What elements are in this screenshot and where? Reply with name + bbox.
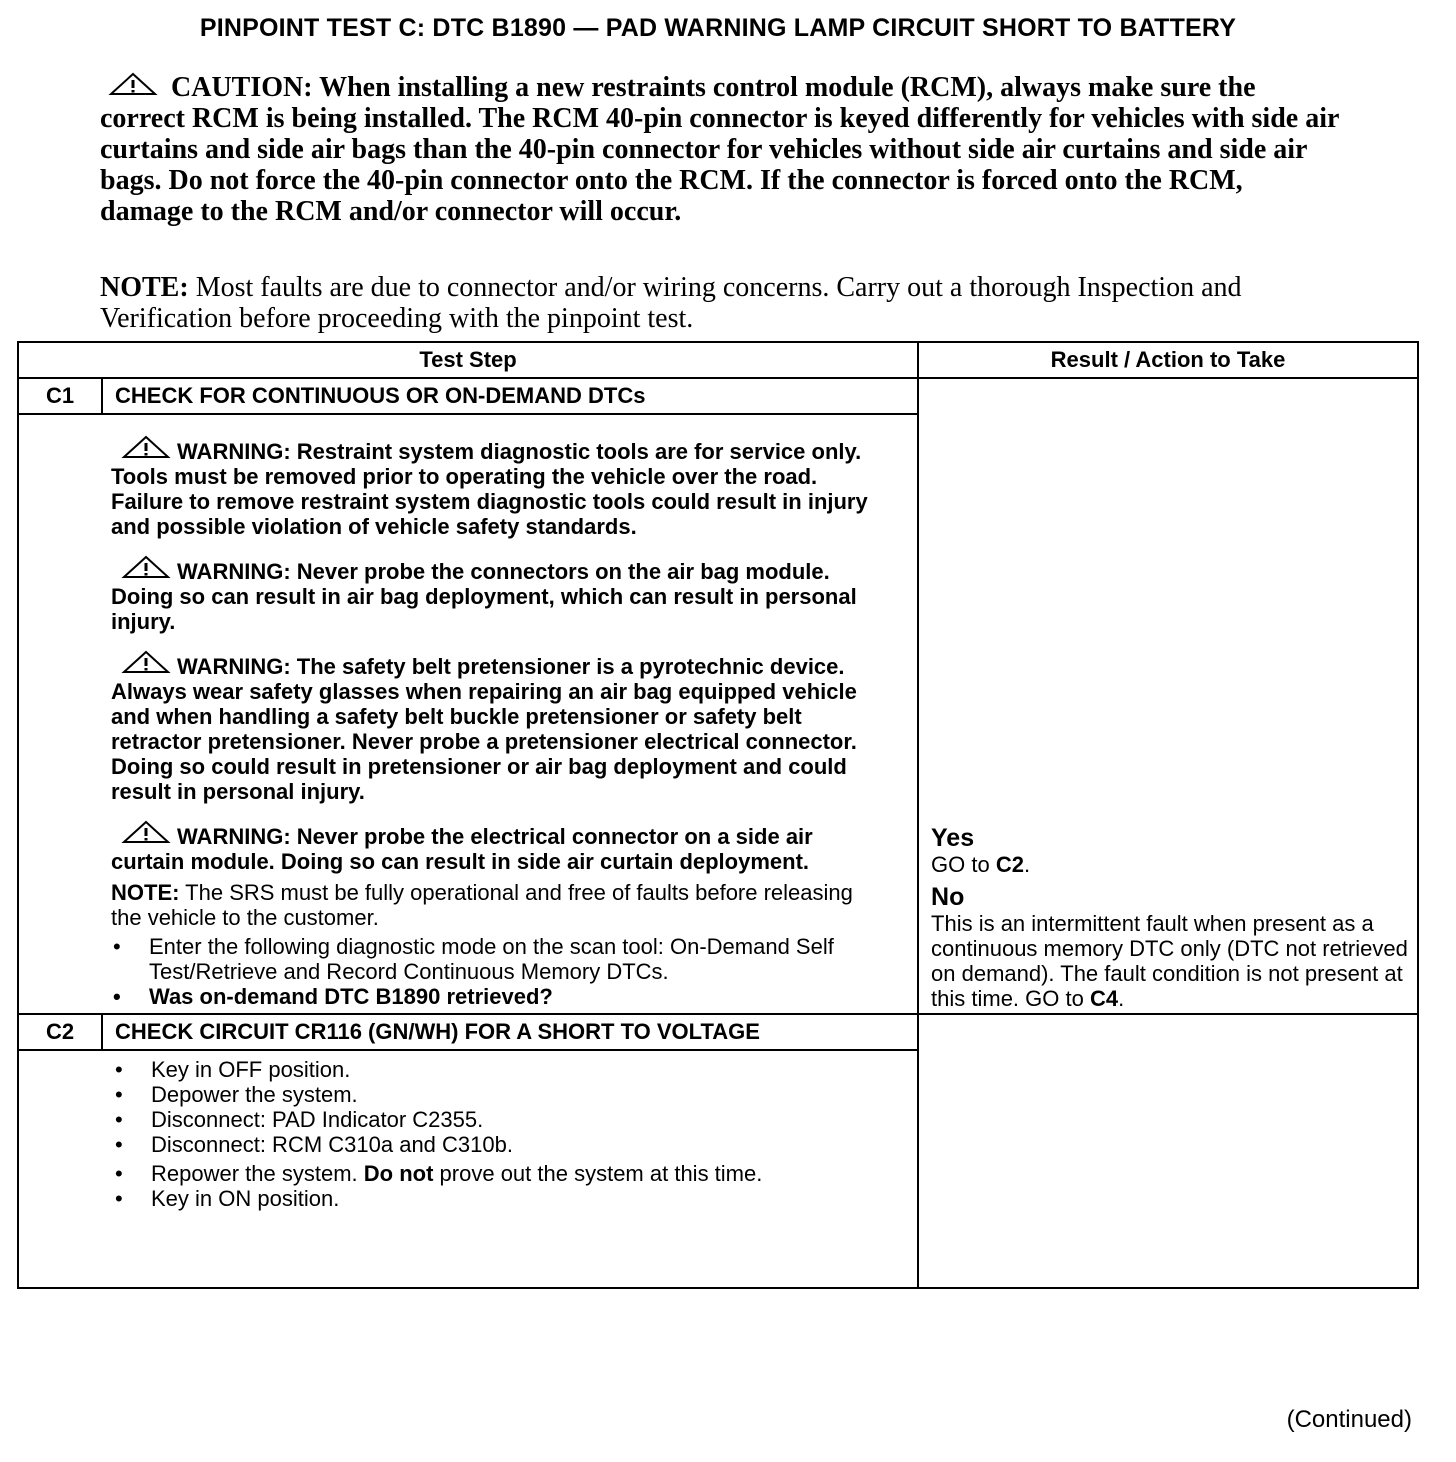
continued-label: (Continued): [1286, 1406, 1412, 1433]
step-id: C2: [18, 1014, 102, 1050]
warning-3: [111, 650, 877, 804]
warning-4: [111, 820, 877, 874]
list-item: • Disconnect: RCM C310a and C310b.: [113, 1132, 877, 1157]
step-note-label: NOTE:: [111, 880, 180, 905]
warning-triangle-icon: [121, 650, 171, 674]
warning-text: WARNING: Restraint system diagnostic tools are for service only. Tools must be removed prior to operating the vehicle over the road. Failure to remove restraint system diagnostic tools could result in injury and possible violation of vehicle safety standards.: [111, 439, 868, 539]
step-id: C1: [18, 378, 102, 414]
warning-1: [111, 435, 877, 539]
step-c1-bullets: [111, 934, 877, 1009]
result-no-target: C4: [1089, 986, 1119, 1011]
header-result: Result / Action to Take: [918, 342, 1418, 378]
list-item: • Key in OFF position.: [113, 1057, 877, 1082]
step-c2-body: [18, 1050, 918, 1288]
caution-block: [100, 72, 1340, 227]
caution-text: When installing a new restraints control module (RCM), always make sure the correct RCM is being installed. The RCM 40-pin connector is keyed differently for vehicles with side air curtains and side air bags than the 40-pin connector for vehicles without side air curtains and side air bags. Do not force the 40-pin connector onto the RCM. If the connector is forced onto the RCM, damage to the RCM and/or connector will occur.: [100, 72, 1339, 227]
note-text: Most faults are due to connector and/or wiring concerns. Carry out a thorough Inspection and Verification before proceeding with the pinpoint test.: [100, 272, 1242, 334]
step-c2-result: [918, 1014, 1418, 1288]
warning-text: WARNING: Never probe the electrical connector on a side air curtain module. Doing so can result in side air curtain deployment.: [111, 824, 813, 874]
step-c1-body: [18, 414, 918, 1014]
step-title: CHECK FOR CONTINUOUS OR ON-DEMAND DTCs: [102, 378, 918, 414]
page-title: PINPOINT TEST C: DTC B1890 — PAD WARNING LAMP CIRCUIT SHORT TO BATTERY: [199, 14, 1237, 42]
list-item: • Depower the system.: [113, 1082, 877, 1107]
result-no-text: This is an intermittent fault when present as a continuous memory DTC only (DTC not retrieved on demand). The fault condition is not present at this time. GO to C4.: [931, 911, 1408, 1011]
warning-triangle-icon: [108, 72, 158, 96]
step-title: CHECK CIRCUIT CR116 (GN/WH) FOR A SHORT TO VOLTAGE: [102, 1014, 918, 1050]
list-item: • Disconnect: PAD Indicator C2355.: [113, 1107, 877, 1132]
list-item: • Key in ON position.: [113, 1186, 877, 1211]
result-yes-text: GO to C2.: [931, 852, 1031, 877]
header-test-step: Test Step: [18, 342, 918, 378]
note-block: [100, 272, 1320, 334]
table-header-row: [18, 342, 1418, 378]
note-label: NOTE:: [100, 272, 189, 303]
warning-triangle-icon: [121, 820, 171, 844]
step-c1-title-row: [18, 378, 1418, 414]
step-c1-result: [918, 378, 1418, 1014]
result-yes-target: C2: [995, 852, 1024, 877]
result-yes-label: Yes: [931, 824, 975, 852]
warning-triangle-icon: [121, 555, 171, 579]
step-c2-title-row: [18, 1014, 1418, 1050]
result-no-label: No: [931, 883, 965, 911]
list-item: • Enter the following diagnostic mode on the scan tool: On-Demand Self Test/Retrieve and Record Continuous Memory DTCs.: [111, 934, 877, 984]
warning-text: WARNING: Never probe the connectors on the air bag module. Doing so can result in air bag deployment, which can result in personal injury.: [111, 559, 857, 634]
caution-label: CAUTION:: [171, 72, 313, 103]
pinpoint-test-table: [17, 341, 1419, 1289]
step-note: [111, 880, 877, 930]
list-item: • Was on-demand DTC B1890 retrieved?: [111, 984, 877, 1009]
warning-text: WARNING: The safety belt pretensioner is a pyrotechnic device. Always wear safety glasses when repairing an air bag equipped vehicle and when handling a safety belt buckle pretensioner or safety belt retractor pretensioner. Never probe a pretensioner electrical connector. Doing so could result in pretensioner or air bag deployment and could result in personal injury.: [111, 654, 857, 804]
step-c2-bullets: [113, 1057, 877, 1211]
step-note-text: The SRS must be fully operational and free of faults before releasing the vehicle to the customer.: [111, 880, 853, 930]
warning-2: [111, 555, 877, 634]
list-item: • Repower the system. Do not prove out the system at this time.: [113, 1161, 877, 1186]
warning-triangle-icon: [121, 435, 171, 459]
